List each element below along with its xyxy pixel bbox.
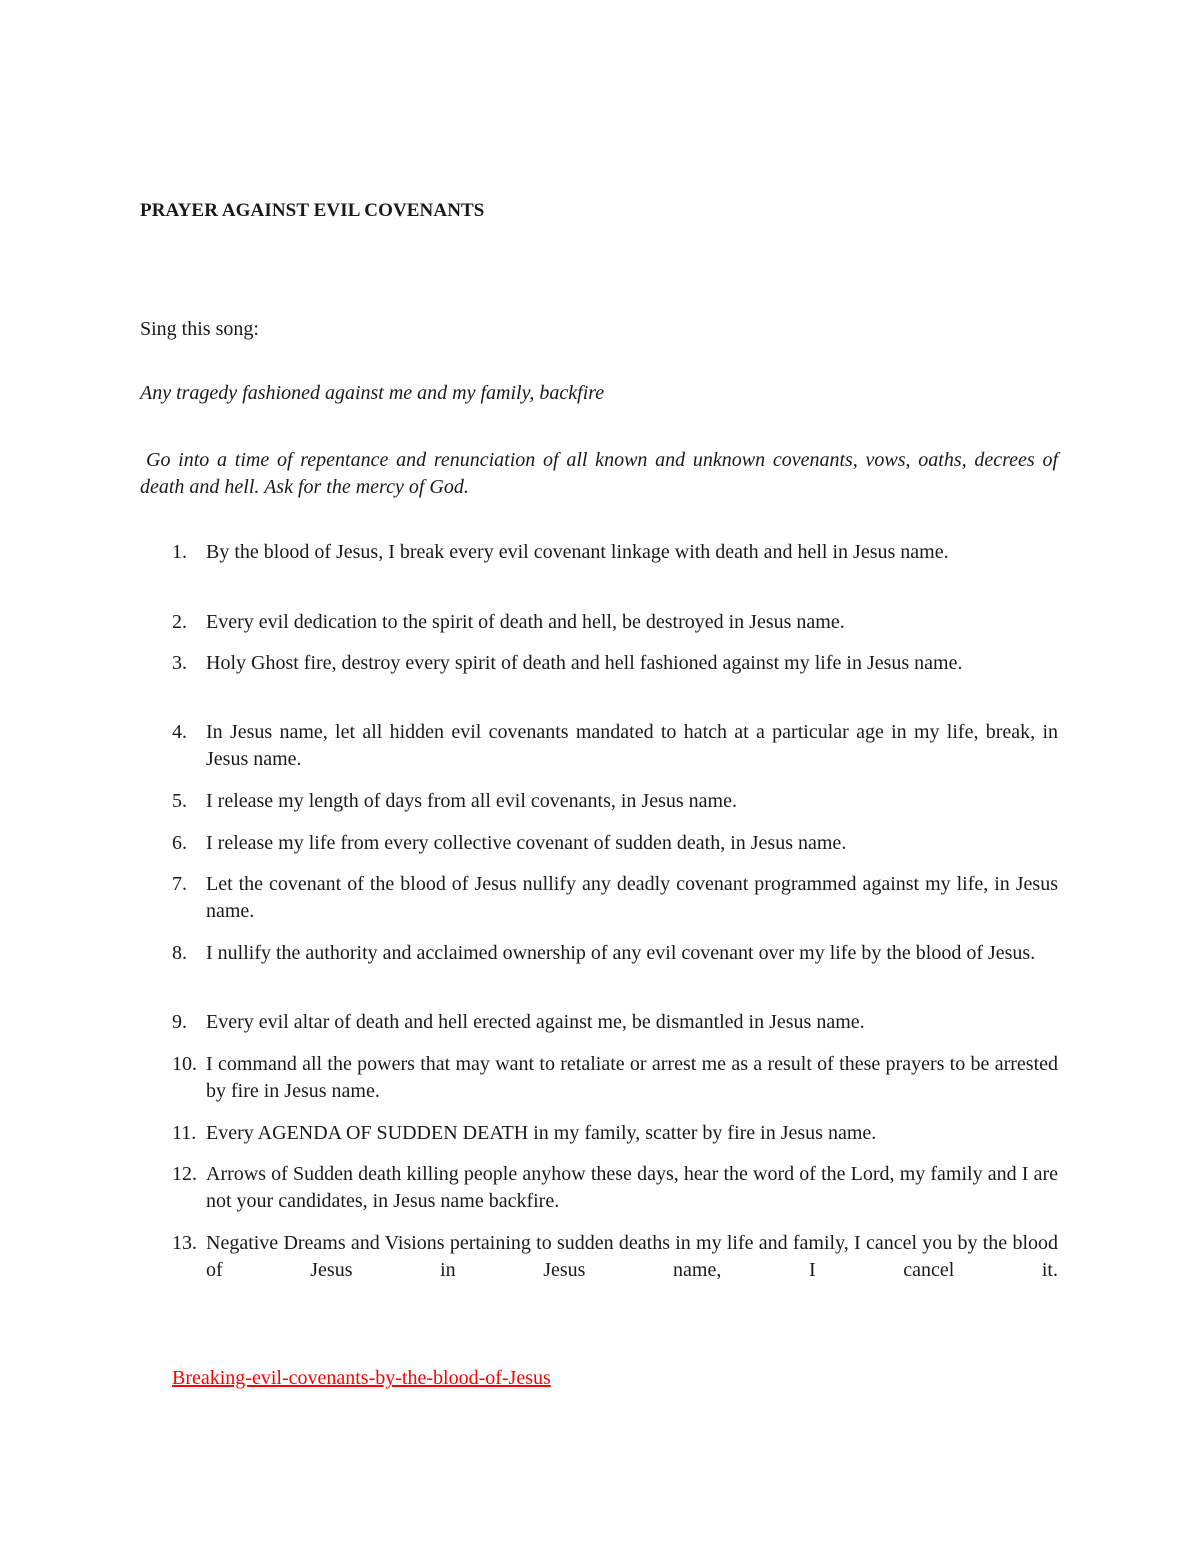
- instruction-paragraph: [140, 447, 1058, 501]
- prayer-text: Arrows of Sudden death killing people anyhow these days, hear the word of the Lord, my family and I are not your candidates, in Jesus name backfire.: [206, 1163, 1058, 1212]
- prayer-text: By the blood of Jesus, I break every evil covenant linkage with death and hell in Jesus name.: [206, 541, 949, 563]
- prayer-text: I release my length of days from all evil covenants, in Jesus name.: [206, 790, 737, 812]
- prayer-item: [172, 1009, 1058, 1036]
- prayer-item: [172, 650, 1058, 677]
- prayer-text: Every AGENDA OF SUDDEN DEATH in my family, scatter by fire in Jesus name.: [206, 1122, 877, 1144]
- prayer-number: 8.: [172, 942, 187, 964]
- prayer-item: [172, 1230, 1058, 1284]
- prayer-number: 11.: [172, 1122, 197, 1144]
- prayer-number: 13.: [172, 1232, 197, 1254]
- document-title: PRAYER AGAINST EVIL COVENANTS: [140, 200, 485, 221]
- prayer-text: Every evil altar of death and hell erected against me, be dismantled in Jesus name.: [206, 1011, 865, 1033]
- reference-link[interactable]: Breaking-evil-covenants-by-the-blood-of-Jesus: [172, 1367, 551, 1389]
- prayer-number: 6.: [172, 832, 187, 854]
- prayer-text: In Jesus name, let all hidden evil covenants mandated to hatch at a particular age in my life, break, in Jesus name.: [206, 721, 1058, 770]
- prayer-number: 3.: [172, 652, 187, 674]
- prayer-text: Negative Dreams and Visions pertaining to sudden deaths in my life and family, I cancel you by the blood of Jesus in Jesus name, I cancel it.: [206, 1232, 1058, 1281]
- prayer-number: 1.: [172, 541, 187, 563]
- prayer-item: [172, 1161, 1058, 1215]
- prayer-item: [172, 1051, 1058, 1105]
- prayer-text: I nullify the authority and acclaimed ownership of any evil covenant over my life by the blood of Jesus.: [206, 942, 1036, 964]
- prayer-number: 7.: [172, 873, 187, 895]
- intro-text: Sing this song:: [140, 318, 259, 340]
- prayer-number: 12.: [172, 1163, 197, 1185]
- prayer-number: 9.: [172, 1011, 187, 1033]
- prayer-item: [172, 719, 1058, 773]
- song-line: Any tragedy fashioned against me and my family, backfire: [140, 382, 605, 404]
- instruction-text: Go into a time of repentance and renunciation of all known and unknown covenants, vows, oaths, decrees of death and hell. Ask for the mercy of God.: [140, 449, 1058, 498]
- prayer-number: 5.: [172, 790, 187, 812]
- prayer-text: I release my life from every collective covenant of sudden death, in Jesus name.: [206, 832, 847, 854]
- prayer-item: [172, 871, 1058, 925]
- prayer-text: Holy Ghost fire, destroy every spirit of death and hell fashioned against my life in Jesus name.: [206, 652, 963, 674]
- prayer-text: Let the covenant of the blood of Jesus nullify any deadly covenant programmed against my life, in Jesus name.: [206, 873, 1058, 922]
- prayer-item: [172, 940, 1058, 967]
- prayer-text: I command all the powers that may want to retaliate or arrest me as a result of these prayers to be arrested by fire in Jesus name.: [206, 1053, 1058, 1102]
- prayer-number: 2.: [172, 611, 187, 633]
- prayer-item: [172, 830, 1058, 857]
- prayer-item: [172, 1120, 1058, 1147]
- prayer-item: [172, 609, 1058, 636]
- prayer-item: [172, 539, 1058, 566]
- prayer-number: 4.: [172, 721, 187, 743]
- prayer-item: [172, 788, 1058, 815]
- prayer-number: 10.: [172, 1053, 197, 1075]
- prayer-text: Every evil dedication to the spirit of death and hell, be destroyed in Jesus name.: [206, 611, 845, 633]
